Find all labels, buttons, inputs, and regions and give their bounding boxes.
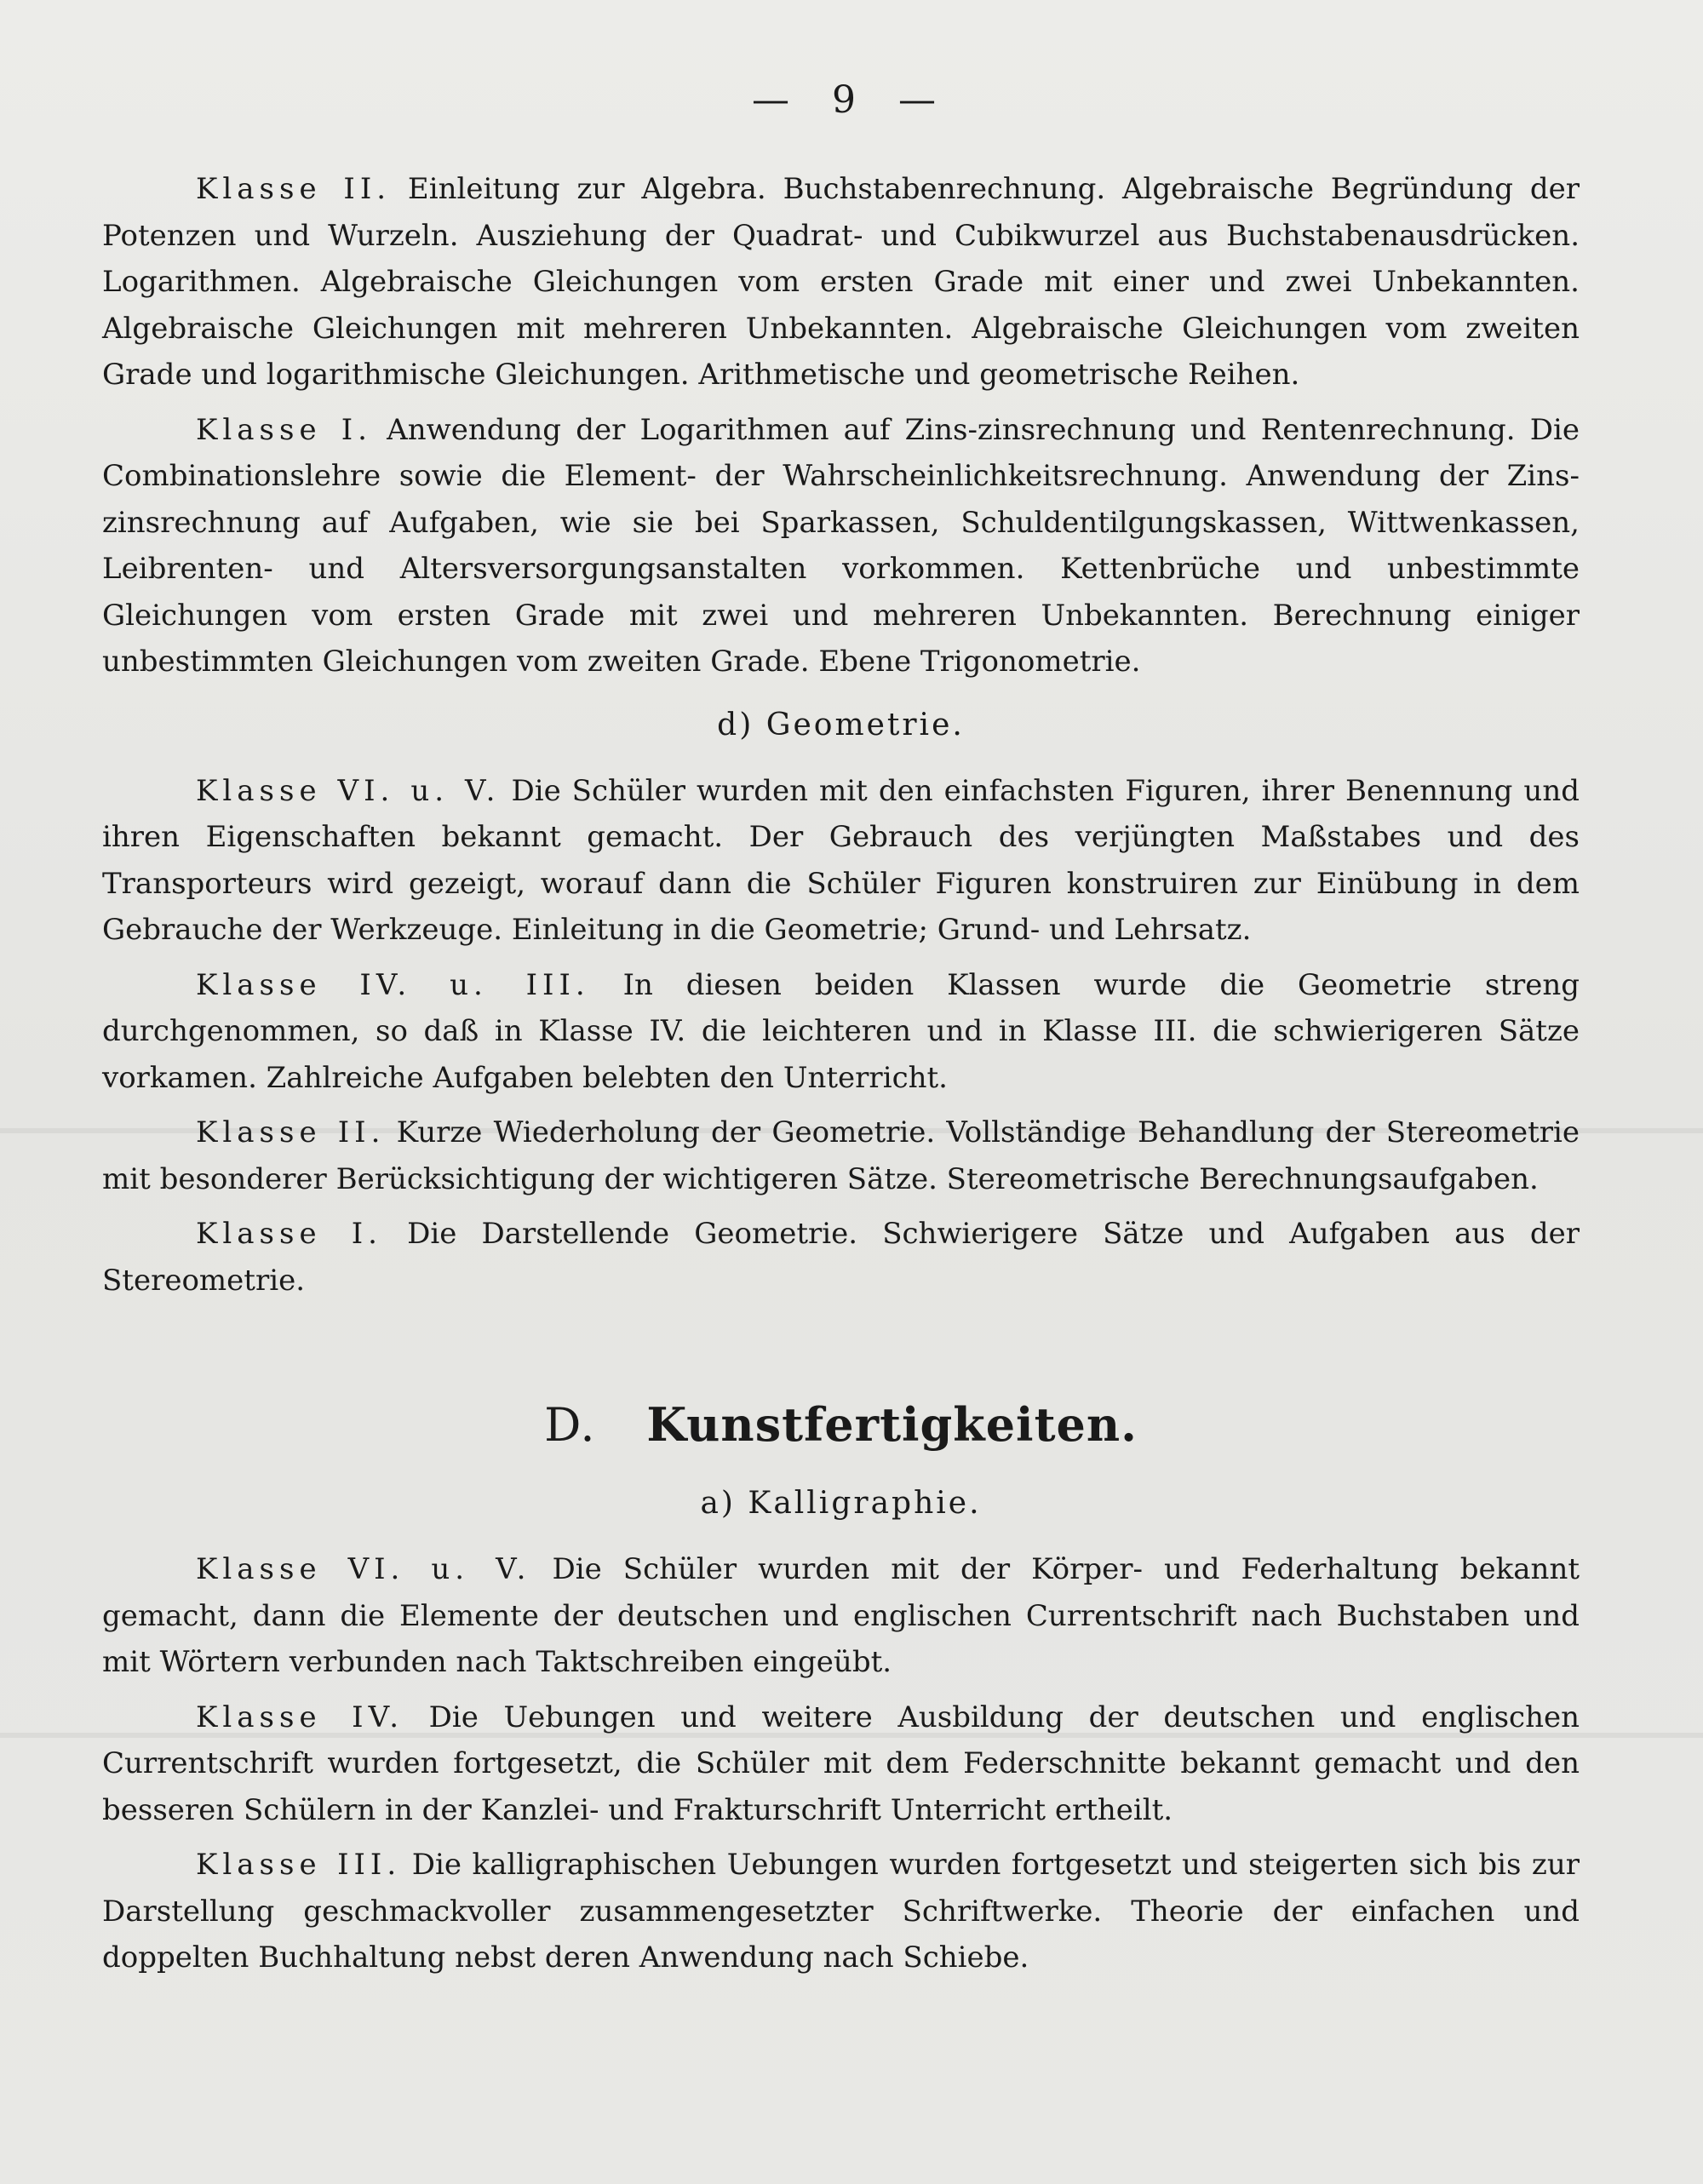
- paragraph-klasse-vi-v-kalligraphie: [102, 1546, 1580, 1686]
- paragraph-klasse-ii-geometrie: [102, 1109, 1580, 1202]
- page-body: [102, 166, 1580, 1990]
- paragraph-klasse-i-geometrie: [102, 1211, 1580, 1304]
- paragraph-klasse-iii-kalligraphie: [102, 1842, 1580, 1981]
- paragraph-text: Die Uebungen und weitere Ausbildung der deutschen und englischen Currentschrift wurden fortgesetzt, die Schüler mit dem Federschnitte bekannt gemacht und den besseren Schülern in der Kanzlei- und Frakturschrift Unterricht ertheilt.: [102, 1700, 1580, 1827]
- paragraph-text: Die kalligraphischen Uebungen wurden fortgesetzt und steigerten sich bis zur Darstellung geschmackvoller zusammengesetzter Schriftwerke. Theorie der einfachen und doppelten Buchhaltung nebst deren Anwendung nach Schiebe.: [102, 1848, 1580, 1975]
- klasse-label: Klasse IV. u. III.: [196, 967, 590, 1002]
- subheading-kalligraphie: a) Kalligraphie.: [700, 1486, 982, 1521]
- subheading-geometrie: d) Geometrie.: [717, 707, 965, 742]
- klasse-label: Klasse I.: [196, 412, 372, 447]
- section-title: Kunstfertigkeiten.: [646, 1397, 1138, 1452]
- klasse-label: Klasse IV.: [196, 1700, 404, 1734]
- paragraph-text: Die Darstellende Geometrie. Schwierigere Sätze und Aufgaben aus der Stereometrie.: [102, 1217, 1580, 1298]
- paragraph-text: Kurze Wiederholung der Geometrie. Vollständige Behandlung der Stereometrie mit besonderer Berücksichtigung der wichtigeren Sätze. Stereometrische Berechnungsaufgaben.: [102, 1115, 1580, 1196]
- section-letter: D.: [544, 1398, 596, 1452]
- paragraph-klasse-iv-kalligraphie: [102, 1694, 1580, 1834]
- paragraph-text: Die Schüler wurden mit den einfachsten Figuren, ihrer Benennung und ihren Eigenschaften bekannt gemacht. Der Gebrauch des verjüngten Maßstabes und des Transporteurs wird gezeigt, worauf dann die Schüler Figuren konstruiren zur Einübung in dem Gebrauche der Werkzeuge. Einleitung in die Geometrie; Grund- und Lehrsatz.: [102, 773, 1580, 947]
- klasse-label: Klasse III.: [196, 1848, 402, 1882]
- section-heading-kunstfertigkeiten: [102, 1397, 1580, 1452]
- klasse-label: Klasse I.: [196, 1217, 382, 1251]
- paragraph-klasse-ii-algebra: [102, 166, 1580, 398]
- paragraph-text: Die Schüler wurden mit der Körper- und Federhaltung bekannt gemacht, dann die Elemente der deutschen und englischen Currentschrift nach Buchstaben und mit Wörtern verbunden nach Taktschreiben eingeübt.: [102, 1552, 1580, 1679]
- paragraph-text: Einleitung zur Algebra. Buchstabenrechnung. Algebraische Begründung der Potenzen und Wurzeln. Ausziehung der Quadrat- und Cubikwurzel aus Buchstabenausdrücken. Logarithmen. Algebraische Gleichungen vom ersten Grade mit einer und zwei Unbekannten. Algebraische Gleichungen mit mehreren Unbekannten. Algebraische Gleichungen vom zweiten Grade und logarithmische Gleichungen. Arithmetische und geometrische Reihen.: [102, 172, 1580, 392]
- paragraph-klasse-i-algebra: [102, 407, 1580, 685]
- paragraph-klasse-vi-v-geometrie: [102, 768, 1580, 954]
- paragraph-text: In diesen beiden Klassen wurde die Geometrie streng durchgenommen, so daß in Klasse IV. die leichteren und in Klasse III. die schwierigeren Sätze vorkamen. Zahlreiche Aufgaben belebten den Unterricht.: [102, 967, 1580, 1095]
- paragraph-klasse-iv-iii-geometrie: [102, 962, 1580, 1102]
- klasse-label: Klasse II.: [196, 172, 392, 206]
- klasse-label: Klasse VI. u. V.: [196, 1552, 531, 1586]
- page-number: — 9 —: [752, 78, 951, 122]
- paragraph-text: Anwendung der Logarithmen auf Zins-zinsrechnung und Rentenrechnung. Die Combinationslehre sowie die Element- der Wahrscheinlichkeitsrechnung. Anwendung der Zins-zinsrechnung auf Aufgaben, wie sie bei Sparkassen, Schuldentilgungskassen, Wittwenkassen, Leibrenten- und Altersversorgungsanstalten vorkommen. Kettenbrüche und unbestimmte Gleichungen vom ersten Grade mit zwei und mehreren Unbekannten. Berechnung einiger unbestimmten Gleichungen vom zweiten Grade. Ebene Trigonometrie.: [102, 412, 1580, 679]
- klasse-label: Klasse II.: [196, 1115, 386, 1149]
- klasse-label: Klasse VI. u. V.: [196, 773, 501, 808]
